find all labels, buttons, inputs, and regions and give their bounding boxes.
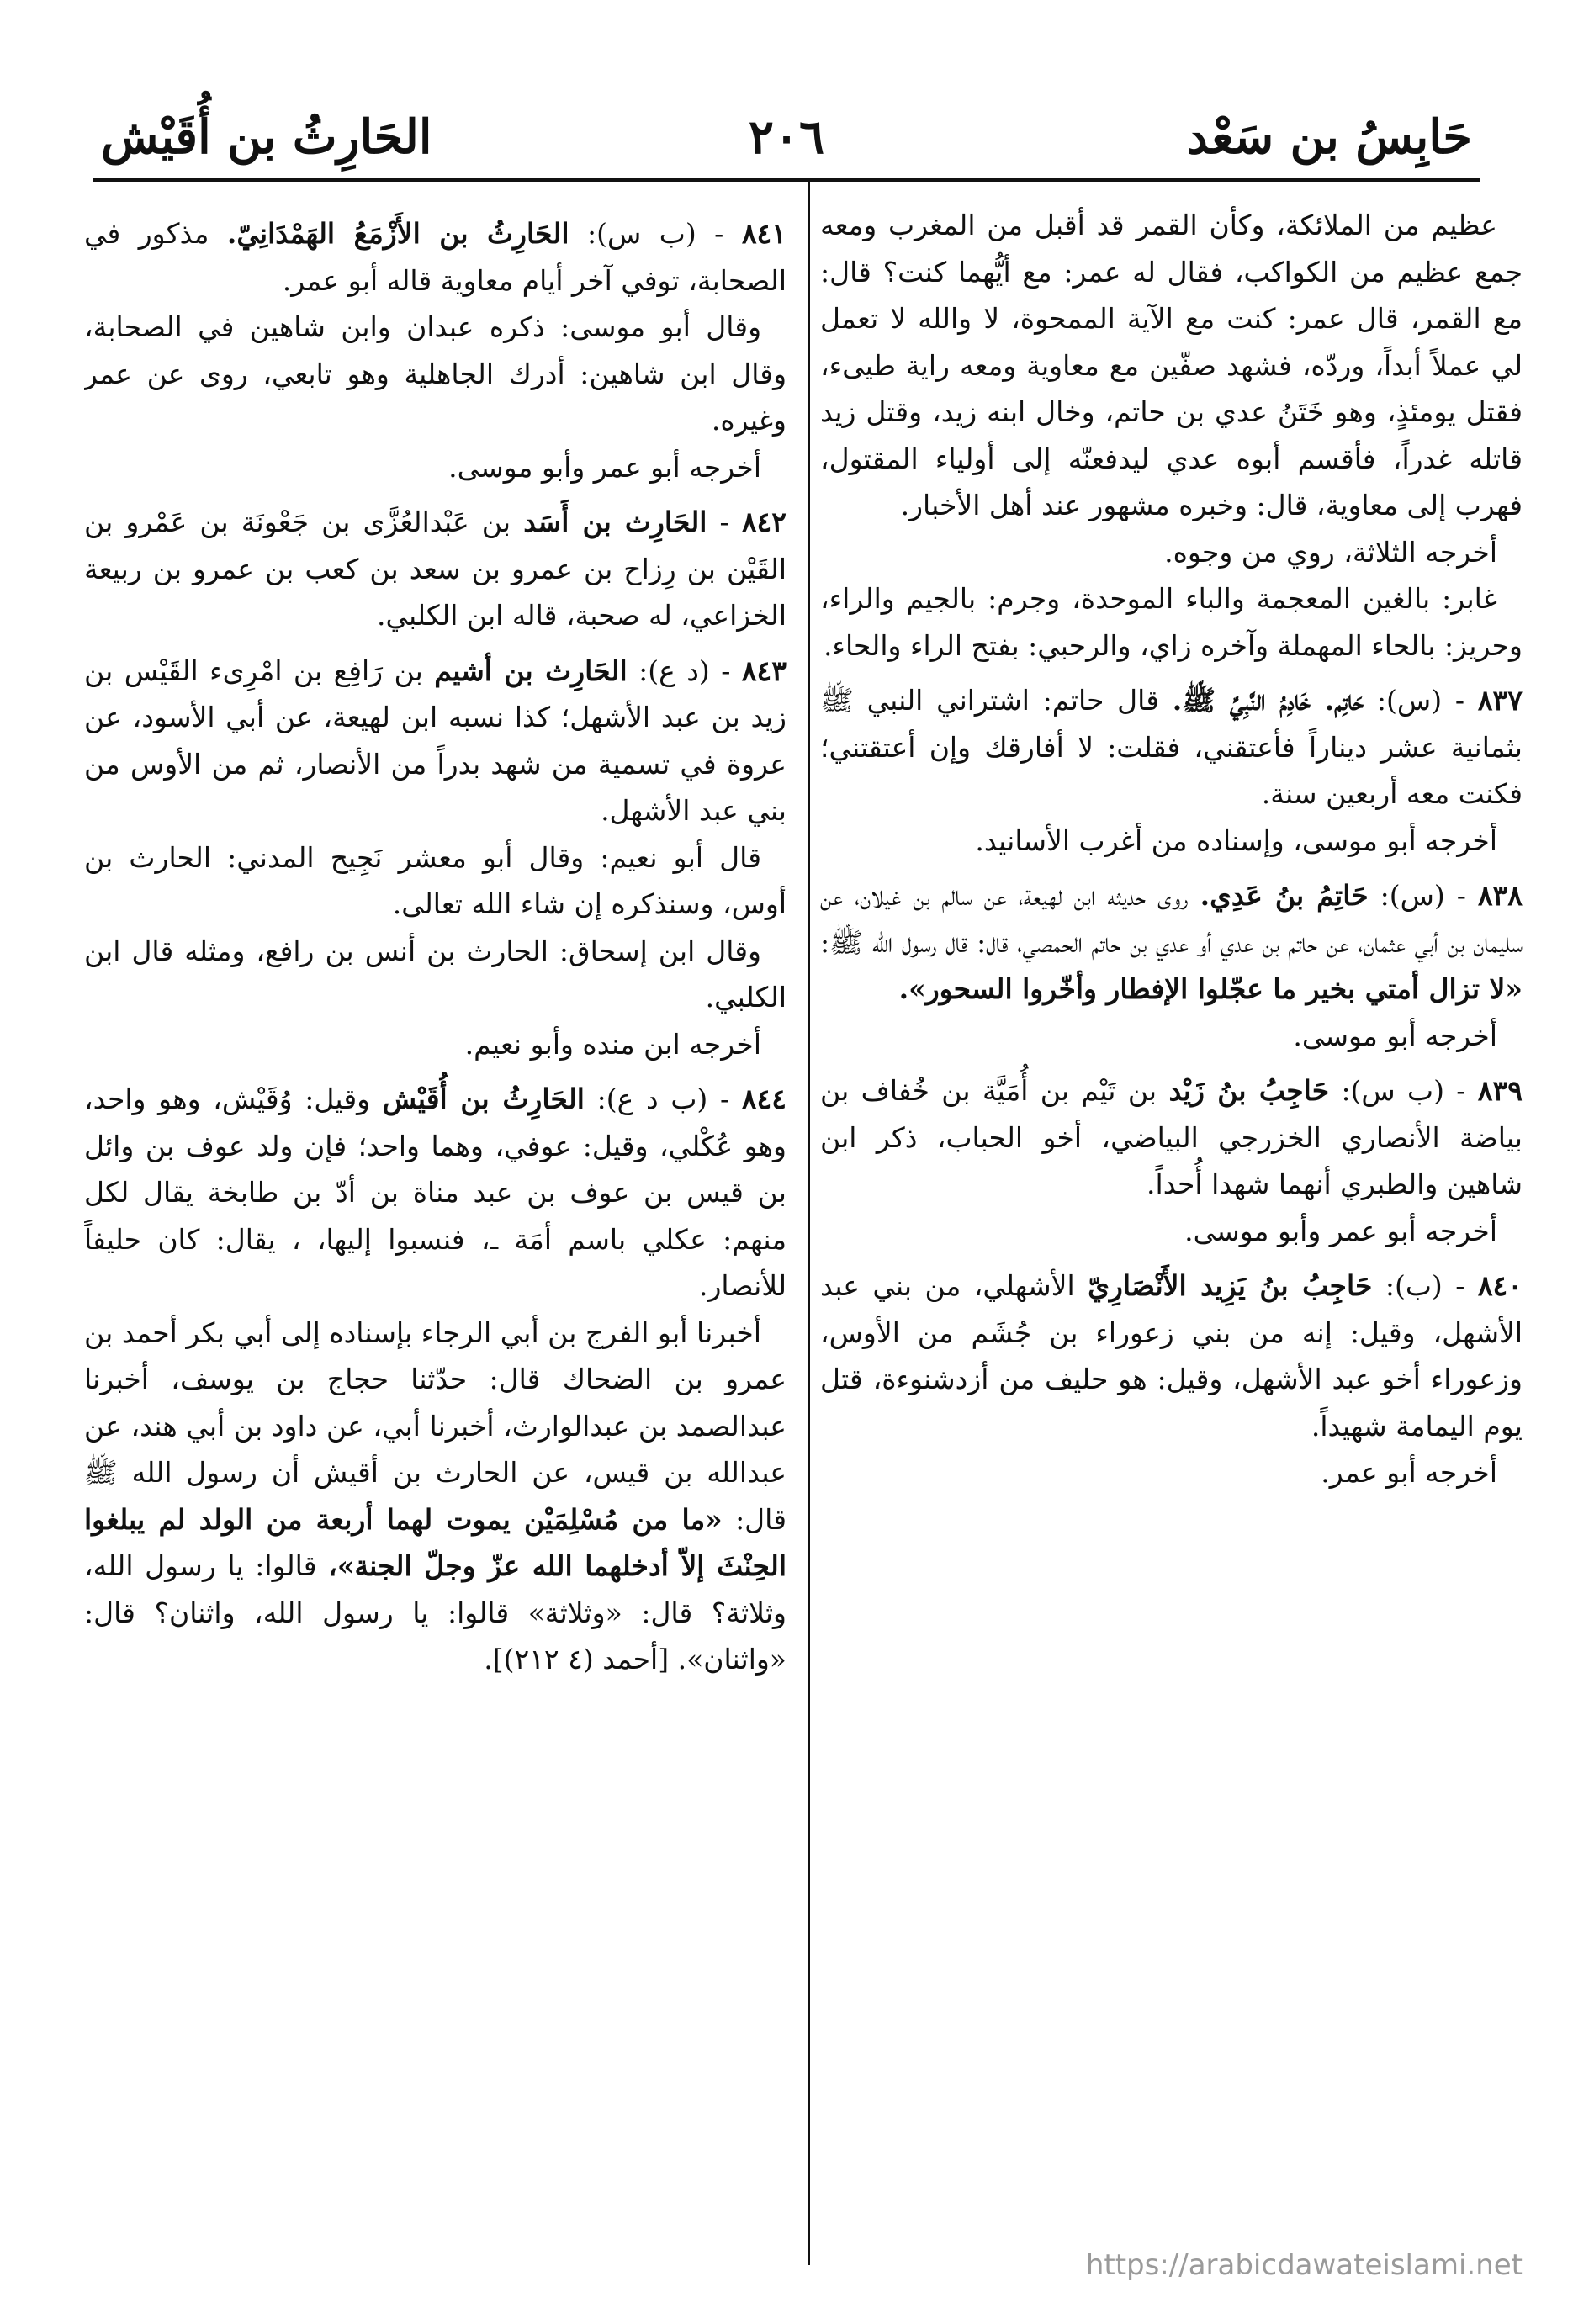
paragraph-text: أخرجه أبو موسى، وإسناده من أغرب الأسانيد.	[975, 823, 1497, 857]
text-paragraph	[820, 1449, 1523, 1496]
entry-paragraph	[84, 1076, 786, 1310]
text-paragraph	[820, 529, 1523, 576]
entry-code: - (س):	[1376, 684, 1465, 717]
page-number: ٢٠٦	[748, 109, 825, 165]
entry-text: وقيل: وُقَيْش، وهو واحد، وهو عُكْلي، وقيل: عوفي، وهما واحد؛ فإن ولد عوف بن وائل بن قيس بن عوف بن عبد مناة بن أدّ بن طابخة يقال لكل منهم: عكلي باسم أمَة ـ، فنسبوا إليها، ، يقال: كان حليفاً للأنصار.	[84, 1083, 786, 1302]
text-paragraph	[84, 1310, 786, 1683]
entry-paragraph	[820, 1263, 1523, 1449]
entry-number: ٨٣٧	[1477, 684, 1523, 717]
entry-paragraph	[820, 872, 1523, 1013]
entry-heading: حَاتِم. خَادِمُ النَّبِيِّ ﷺ.	[1172, 684, 1364, 717]
header-rule	[93, 178, 1480, 182]
entry-code: - (س):	[1380, 879, 1466, 912]
entry-text: بن عَبْدالعُزَّى بن جَعْونَة بن عَمْرو بن القَيْن بن رِزاح بن عمرو بن سعد بن كعب بن عمرو بن ربيعة الخزاعي، له صحبة، قاله ابن الكلبي.	[84, 506, 786, 632]
entry-text: روى حديثه ابن لهيعة، عن سالم بن غيلان، عن سليمان بن أبي عثمان، عن حاتم بن عدي أو عدي بن حاتم الحمصي، قال: قال رسول الله ﷺ:	[820, 879, 1523, 959]
paragraph-text: وقال أبو موسى: ذكره عبدان وابن شاهين في الصحابة، وقال ابن شاهين: أدرك الجاهلية وهو تابعي، روى عن عمر وغيره.	[84, 310, 786, 437]
text-paragraph	[820, 818, 1523, 865]
text-paragraph	[820, 1013, 1523, 1060]
entry-paragraph	[84, 648, 786, 834]
paragraph-text: أخرجه أبو عمر.	[1321, 1456, 1497, 1489]
text-paragraph	[820, 1208, 1523, 1255]
entry-paragraph	[820, 1067, 1523, 1208]
paragraph-text: عظيم من الملائكة، وكأن القمر قد أقبل من المغرب ومعه جمع عظيم من الكواكب، فقال له عمر: مع أيُّهما كنت؟ قال: مع القمر، قال عمر: كنت مع الآية الممحوة، لا والله لا تعمل لي عملاً أبداً، وردّه، فشهد صفّين مع معاوية ومعه راية طيىء، فقتل يومئذٍ، وهو خَتَنُ عدي بن حاتم، وخال ابنه زيد، وقتل زيد قاتله غدراً، فأقسم أبوه عدي ليدفعنّه إلى أولياء المقتول، فهرب إلى معاوية، قال: وخبره مشهور عند أهل الأخبار.	[820, 209, 1523, 521]
text-paragraph	[820, 202, 1523, 529]
paragraph-tail: قالوا: يا رسول الله، وثلاثة؟ قال: «وثلاثة» قالوا: يا رسول الله، واثنان؟ قال: «واثنان». [أحمد (٤ ٢١٢)].	[84, 1549, 786, 1676]
entry-code: - (ب):	[1385, 1269, 1465, 1302]
text-paragraph	[84, 444, 786, 491]
entry-code: -	[719, 506, 729, 538]
watermark-url: https://arabicdawateislami.net	[1085, 2248, 1523, 2282]
entry-code: - (د ع):	[638, 654, 731, 687]
header-right-title: حَابِسُ بن سَعْد	[1186, 109, 1472, 165]
paragraph-text: أخرجه الثلاثة، روي من وجوه.	[1164, 535, 1497, 569]
paragraph-text: أخرجه ابن منده وأبو نعيم.	[464, 1027, 761, 1061]
entry-number: ٨٤١	[741, 217, 786, 250]
entry-paragraph	[820, 677, 1523, 818]
entry-heading: حَاجِبُ بنُ زَيْد	[1168, 1074, 1330, 1107]
paragraph-text: قال أبو نعيم: وقال أبو معشر نَجِيح المدني: الحارث بن أوس، وسنذكره إن شاء الله تعالى.	[84, 840, 786, 920]
entry-heading: الحَارِثُ بن الأَزْمَعُ الهَمْدَانِيّ.	[226, 217, 569, 250]
entry-text: مذكور في الصحابة، توفي آخر أيام معاوية قاله أبو عمر.	[84, 217, 786, 297]
entry-code: - (ب د ع):	[596, 1083, 730, 1115]
page-header	[101, 93, 1472, 177]
entry-number: ٨٤٣	[741, 654, 786, 687]
hadith-quote: «لا تزال أمتي بخير ما عجّلوا الإفطار وأخّروا السحور».	[898, 972, 1523, 1005]
paragraph-text: أخبرنا أبو الفرج بن أبي الرجاء بإسناده إلى أبي بكر أحمد بن عمرو بن الضحاك قال: حدّثنا حجاج بن يوسف، أخبرنا عبدالصمد بن عبدالوارث، أخبرنا أبي، عن داود بن أبي هند، عن عبدالله بن قيس، عن الحارث بن أقيش أن رسول الله ﷺ قال:	[84, 1316, 786, 1536]
entry-code: - (ب س):	[1341, 1074, 1466, 1107]
text-paragraph	[820, 575, 1523, 669]
text-paragraph	[84, 1021, 786, 1068]
entry-number: ٨٤٤	[741, 1083, 786, 1115]
entry-text: الأشهلي، من بني عبد الأشهل، وقيل: إنه من بني زعوراء بن جُشَم من الأوس، وزعوراء أخو عبد الأشهل، وقيل: هو حليف من أزدشنوءة، قتل يوم اليمامة شهيداً.	[820, 1269, 1523, 1443]
paragraph-text: أخرجه أبو عمر وأبو موسى.	[448, 450, 761, 484]
column-divider	[808, 181, 810, 2265]
paragraph-text: وقال ابن إسحاق: الحارث بن أنس بن رافع، ومثله قال ابن الكلبي.	[84, 934, 786, 1014]
entry-heading: حَاتِمُ بنُ عَدِي.	[1200, 879, 1369, 912]
right-column	[820, 202, 1523, 2246]
entry-heading: حَاجِبُ بنُ يَزِيد الأَنْصَارِيّ	[1088, 1269, 1373, 1302]
entry-paragraph	[84, 499, 786, 639]
entry-text: قال حاتم: اشتراني النبي ﷺ بثمانية عشر ديناراً فأعتقني، فقلت: لا أفارقك وإن أعتقتني؛ فكنت معه أربعين سنة.	[820, 684, 1523, 810]
entry-number: ٨٤٢	[741, 506, 786, 538]
header-left-title: الحَارِثُ بن أُقَيْش	[101, 109, 432, 165]
entry-text: بن تَيْم بن أُمَيَّة بن خُفاف بن بياضة الأنصاري الخزرجي البياضي، أخو الحباب، ذكر ابن شاهين والطبري أنهما شهدا أُحداً.	[820, 1074, 1523, 1200]
entry-paragraph	[84, 210, 786, 304]
entry-number: ٨٣٨	[1477, 879, 1523, 912]
paragraph-text: أخرجه أبو موسى.	[1293, 1019, 1497, 1052]
entry-number: ٨٣٩	[1477, 1074, 1523, 1107]
entry-code: - (ب س):	[587, 217, 724, 250]
entry-heading: الحَارِثُ بن أُقَيْش	[382, 1083, 585, 1115]
text-paragraph	[84, 928, 786, 1021]
text-paragraph	[84, 304, 786, 444]
text-paragraph	[84, 834, 786, 928]
hadith-quote: «ما من مُسْلِمَيْن يموت لهما أربعة من الولد لم يبلغوا الحِنْثَ إلاّ أدخلهما الله عزّ وجلّ الجنة»،	[84, 1502, 786, 1582]
paragraph-text: أخرجه أبو عمر وأبو موسى.	[1184, 1214, 1497, 1247]
entry-heading: الحَارِث بن أَسَد	[523, 506, 707, 538]
entry-heading: الحَارِث بن أشيم	[434, 654, 628, 687]
entry-text: بن رَافِع بن امْرِىء القَيْس بن زيد بن عبد الأشهل؛ كذا نسبه ابن لهيعة، عن أبي الأسود، عن عروة في تسمية من شهد بدراً من الأنصار، ثم من الأوس من بني عبد الأشهل.	[84, 654, 786, 827]
paragraph-text: غابر: بالغين المعجمة والباء الموحدة، وجرم: بالجيم والراء، وحريز: بالحاء المهملة وآخره زاي، والرحبي: بفتح الراء والحاء.	[820, 582, 1523, 662]
entry-number: ٨٤٠	[1477, 1269, 1523, 1302]
left-column	[84, 202, 786, 2246]
